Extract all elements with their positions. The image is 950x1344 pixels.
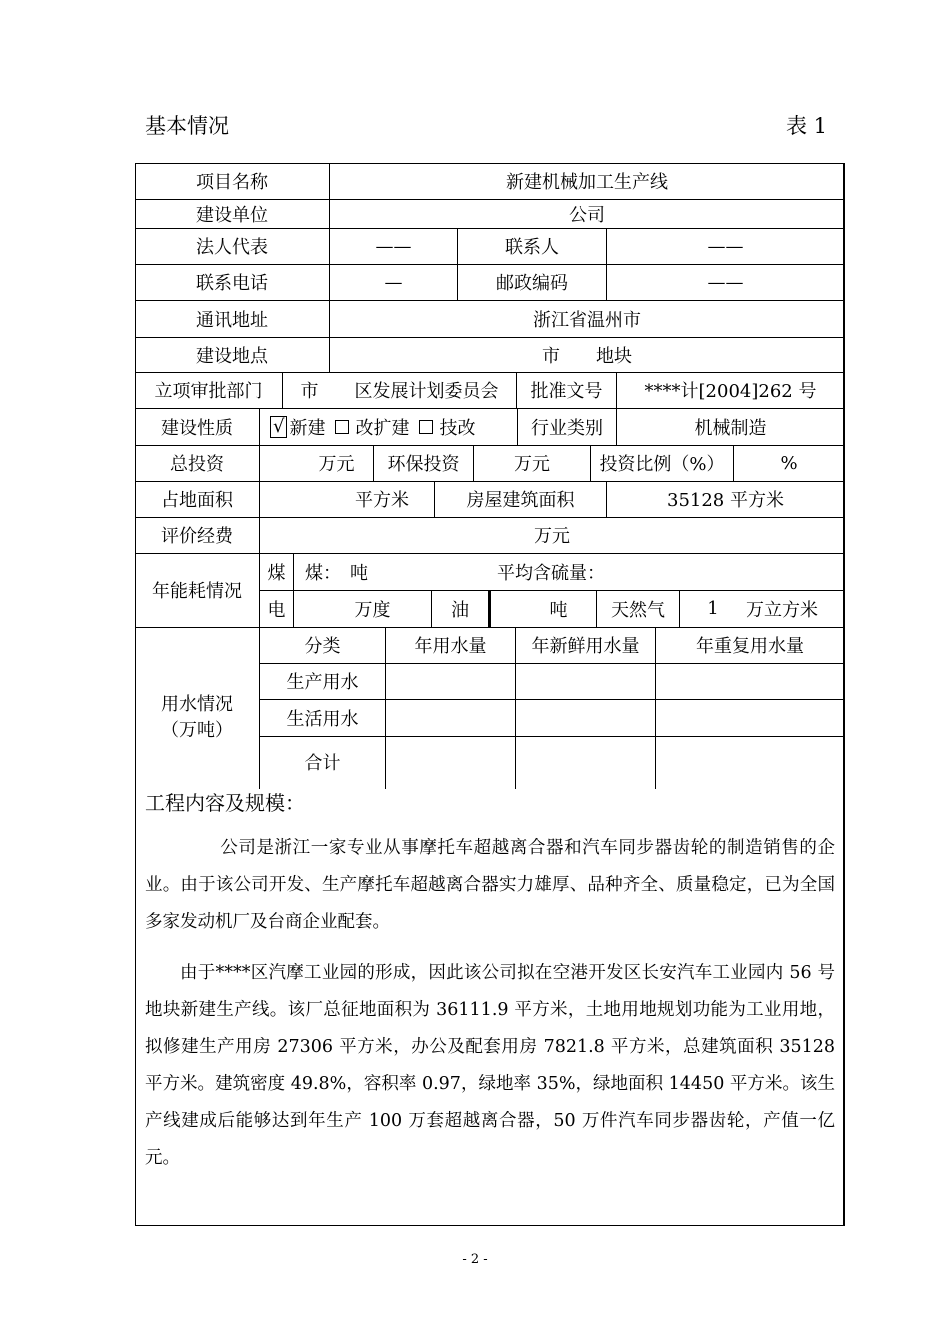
value-industry: 机械制造 bbox=[694, 417, 767, 439]
label-legal-rep: 法人代表 bbox=[196, 237, 268, 258]
nature-options bbox=[270, 408, 516, 445]
value-fee: 万元 bbox=[534, 526, 570, 547]
value-phone: — bbox=[384, 271, 403, 293]
value-env-unit: 万元 bbox=[514, 454, 550, 475]
label-fee: 评价经费 bbox=[161, 526, 233, 547]
label-approval-dept: 立项审批部门 bbox=[154, 381, 263, 402]
energy-gas-value: 1 bbox=[707, 598, 719, 619]
label-energy: 年能耗情况 bbox=[152, 581, 242, 602]
water-row-production: 生产用水 bbox=[286, 672, 359, 693]
label-investment: 总投资 bbox=[170, 454, 224, 475]
value-investment-unit: 万元 bbox=[318, 454, 355, 475]
water-col-category: 分类 bbox=[304, 636, 341, 657]
value-approval-doc: ****计[2004]262 号 bbox=[644, 381, 817, 402]
value-project-name: 新建机械加工生产线 bbox=[506, 172, 668, 193]
energy-gas-unit: 万立方米 bbox=[746, 599, 818, 621]
water-col-fresh: 年新鲜用水量 bbox=[531, 636, 640, 657]
row-divider bbox=[259, 736, 844, 737]
label-industry: 行业类别 bbox=[531, 417, 603, 439]
value-approval-dept: 市 区发展计划委员会 bbox=[300, 381, 499, 402]
label-area: 占地面积 bbox=[161, 490, 233, 511]
value-address: 浙江省温州市 bbox=[533, 309, 641, 331]
energy-elec-tag: 电 bbox=[267, 599, 286, 621]
value-contact: —— bbox=[707, 235, 744, 257]
checkbox-icon[interactable] bbox=[419, 420, 433, 434]
label-project-name: 项目名称 bbox=[196, 172, 268, 193]
label-building-area: 房屋建筑面积 bbox=[466, 490, 575, 511]
label-phone: 联系电话 bbox=[196, 273, 268, 294]
label-env-investment: 环保投资 bbox=[387, 454, 460, 475]
checkbox-icon[interactable] bbox=[335, 420, 349, 434]
label-address: 通讯地址 bbox=[196, 309, 268, 331]
value-legal-rep: —— bbox=[375, 235, 412, 257]
energy-oil-tag: 油 bbox=[451, 599, 469, 621]
value-area-unit: 平方米 bbox=[355, 490, 409, 511]
label-nature: 建设性质 bbox=[161, 417, 233, 439]
value-site: 市 地块 bbox=[542, 345, 632, 367]
energy-gas-tag: 天然气 bbox=[611, 599, 665, 621]
checked-box-icon[interactable]: √ bbox=[270, 416, 287, 438]
label-ratio: 投资比例（%） bbox=[599, 454, 725, 475]
value-zip: —— bbox=[707, 271, 744, 293]
content-paragraph-1: 公司是浙江一家专业从事摩托车超越离合器和汽车同步器齿轮的制造销售的企业。由于该公司开发、生产摩托车超越离合器实力雄厚、品种齐全、质量稳定，已为全国多家发动机厂及台商企业配套。 bbox=[145, 838, 835, 932]
water-row-total: 合计 bbox=[304, 753, 341, 774]
option-expand: 改扩建 bbox=[355, 417, 410, 439]
water-col-reuse: 年重复用水量 bbox=[696, 636, 804, 657]
section-title: 基本情况 bbox=[145, 114, 229, 138]
label-water-unit: （万吨） bbox=[161, 720, 233, 741]
energy-coal-text: 煤： 吨 bbox=[305, 562, 368, 584]
label-contact: 联系人 bbox=[505, 237, 559, 258]
energy-elec-unit: 万度 bbox=[354, 599, 391, 621]
water-col-annual: 年用水量 bbox=[414, 636, 487, 657]
content-paragraph-2: 由于****区汽摩工业园的形成，因此该公司拟在空港开发区长安汽车工业园内 56 号地块新建生产线。该厂总征地面积为 36111.9 平方米，土地用地规划功能为工业用地，拟修建生产用房 27306 平方米，办公及配套用房 7821.8 平方米，总建筑面积 35128 平方米。建筑密度 49.8%，容积率 0.97，绿地率 35%，绿地面积 14450 平方米。该生产线建成后能够达到年生产 100 万套超越离合器，50 万件汽车同步器齿轮，产值一亿元。 bbox=[145, 963, 835, 1168]
label-zip: 邮政编码 bbox=[496, 273, 568, 294]
energy-coal-tag: 煤 bbox=[267, 562, 286, 584]
label-site: 建设地点 bbox=[196, 345, 268, 367]
value-builder: 公司 bbox=[569, 204, 605, 226]
page-number: - 2 - bbox=[462, 1252, 488, 1267]
energy-oil-unit: 吨 bbox=[549, 599, 568, 621]
water-row-domestic: 生活用水 bbox=[286, 708, 359, 730]
label-builder: 建设单位 bbox=[196, 204, 268, 226]
table-number: 表 1 bbox=[786, 114, 828, 138]
label-approval-doc: 批准文号 bbox=[530, 381, 603, 402]
value-building-area: 35128 平方米 bbox=[667, 490, 784, 511]
value-ratio-unit: % bbox=[780, 452, 798, 474]
option-new: 新建 bbox=[289, 417, 326, 439]
energy-sulfur-text: 平均含硫量： bbox=[497, 562, 605, 584]
content-heading: 工程内容及规模： bbox=[145, 791, 305, 815]
option-tech: 技改 bbox=[439, 417, 476, 439]
label-water: 用水情况 bbox=[161, 694, 233, 715]
